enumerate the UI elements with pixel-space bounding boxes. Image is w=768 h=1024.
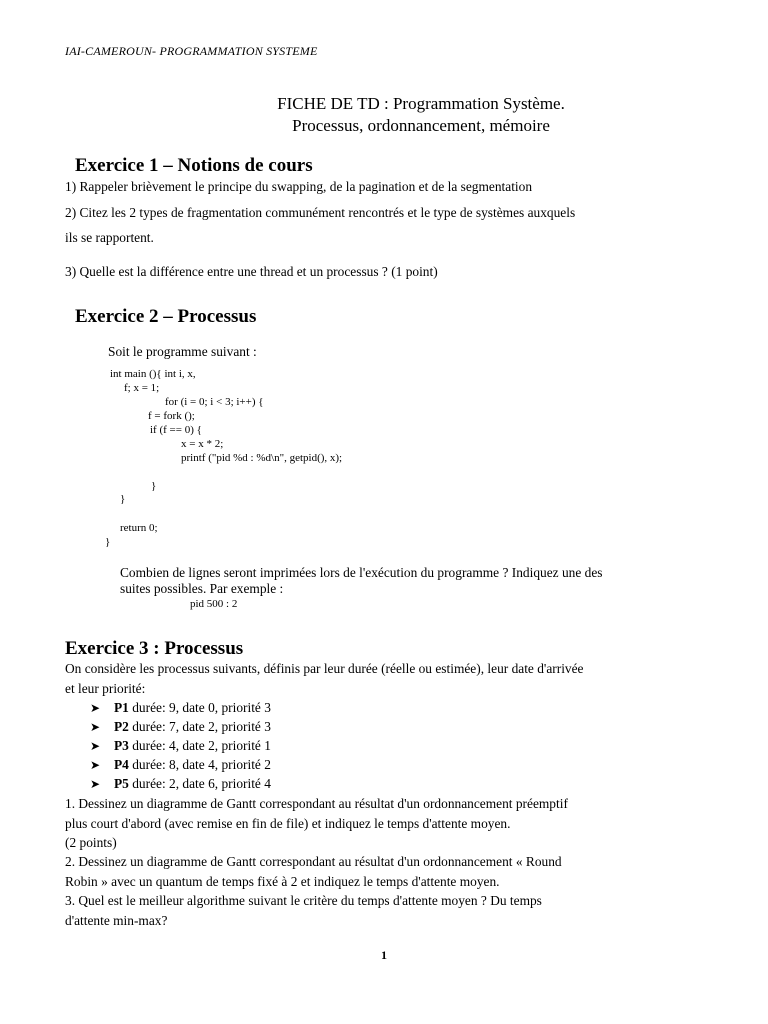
exercise-2-question-line-1: Combien de lignes seront imprimées lors de l'exécution du programme ? Indiquez une des: [120, 565, 603, 580]
exercise-1-question-1: 1) Rappeler brièvement le principe du swapping, de la pagination et de la segmentation: [65, 179, 533, 194]
code-line: int main (){ int i, x,: [110, 368, 196, 380]
exercise-3-heading: Exercice 3 : Processus: [65, 638, 244, 659]
exercise-3-question-1-line-3: (2 points): [65, 835, 117, 850]
exercise-2-heading: Exercice 2 – Processus: [75, 306, 257, 327]
code-line: return 0;: [120, 522, 158, 534]
document-title-line-1: FICHE DE TD : Programmation Système.: [277, 94, 565, 113]
exercise-1-question-2-line-2: ils se rapportent.: [65, 230, 154, 245]
process-details: durée: 9, date 0, priorité 3: [128, 700, 271, 715]
code-line: if (f == 0) {: [150, 424, 202, 436]
process-name: P4: [114, 757, 129, 772]
page-number: 1: [381, 948, 387, 962]
process-list-item: [90, 700, 271, 716]
exercise-2-example-output: pid 500 : 2: [190, 598, 238, 610]
exercise-1-question-3: 3) Quelle est la différence entre une thread et un processus ? (1 point): [65, 264, 438, 279]
exercise-3-question-2-line-2: Robin » avec un quantum de temps fixé à 2 et indiquez le temps d'attente moyen.: [65, 874, 500, 889]
code-line: x = x * 2;: [181, 438, 224, 450]
arrow-bullet-icon: ➤: [90, 758, 101, 772]
process-name: P2: [114, 719, 129, 734]
process-details: durée: 2, date 6, priorité 4: [128, 776, 271, 791]
exercise-2-question-line-2: suites possibles. Par exemple :: [120, 581, 284, 596]
process-list-item: [90, 757, 271, 773]
process-name: P3: [114, 738, 129, 753]
process-list-item: [90, 776, 271, 792]
process-details: durée: 7, date 2, priorité 3: [128, 719, 271, 734]
code-line: f; x = 1;: [124, 382, 160, 394]
code-line: }: [120, 493, 126, 505]
process-list-item: [90, 719, 271, 735]
exercise-2-intro: Soit le programme suivant :: [108, 344, 257, 359]
exercise-3-intro-line-2: et leur priorité:: [65, 681, 146, 696]
code-line: for (i = 0; i < 3; i++) {: [165, 396, 264, 408]
exercise-1-heading: Exercice 1 – Notions de cours: [75, 155, 313, 176]
page-header: IAI-CAMEROUN- PROGRAMMATION SYSTEME: [65, 44, 318, 58]
arrow-bullet-icon: ➤: [90, 720, 101, 734]
arrow-bullet-icon: ➤: [90, 739, 101, 753]
code-line: f = fork ();: [148, 410, 195, 422]
document-title-line-2: Processus, ordonnancement, mémoire: [292, 116, 550, 135]
process-details: durée: 8, date 4, priorité 2: [128, 757, 271, 772]
code-line: }: [151, 480, 157, 492]
process-list-item: [90, 738, 271, 754]
exercise-3-question-3-line-2: d'attente min-max?: [65, 913, 168, 928]
arrow-bullet-icon: ➤: [90, 777, 101, 791]
exercise-3-question-1-line-2: plus court d'abord (avec remise en fin de file) et indiquez le temps d'attente moyen.: [65, 816, 511, 831]
exercise-3-question-2-line-1: 2. Dessinez un diagramme de Gantt correspondant au résultat d'un ordonnancement « Round: [65, 854, 562, 869]
exercise-3-intro-line-1: On considère les processus suivants, définis par leur durée (réelle ou estimée), leur date d'arrivée: [65, 661, 584, 676]
process-details: durée: 4, date 2, priorité 1: [128, 738, 271, 753]
exercise-3-question-1-line-1: 1. Dessinez un diagramme de Gantt correspondant au résultat d'un ordonnancement préemptif: [65, 796, 568, 811]
code-line: }: [105, 536, 111, 548]
code-line: printf ("pid %d : %d\n", getpid(), x);: [181, 452, 343, 464]
process-name: P1: [114, 700, 129, 715]
exercise-3-question-3-line-1: 3. Quel est le meilleur algorithme suivant le critère du temps d'attente moyen ? Du temps: [65, 893, 542, 908]
exercise-1-question-2-line-1: 2) Citez les 2 types de fragmentation communément rencontrés et le type de systèmes auxquels: [65, 205, 576, 220]
process-name: P5: [114, 776, 129, 791]
arrow-bullet-icon: ➤: [90, 701, 101, 715]
